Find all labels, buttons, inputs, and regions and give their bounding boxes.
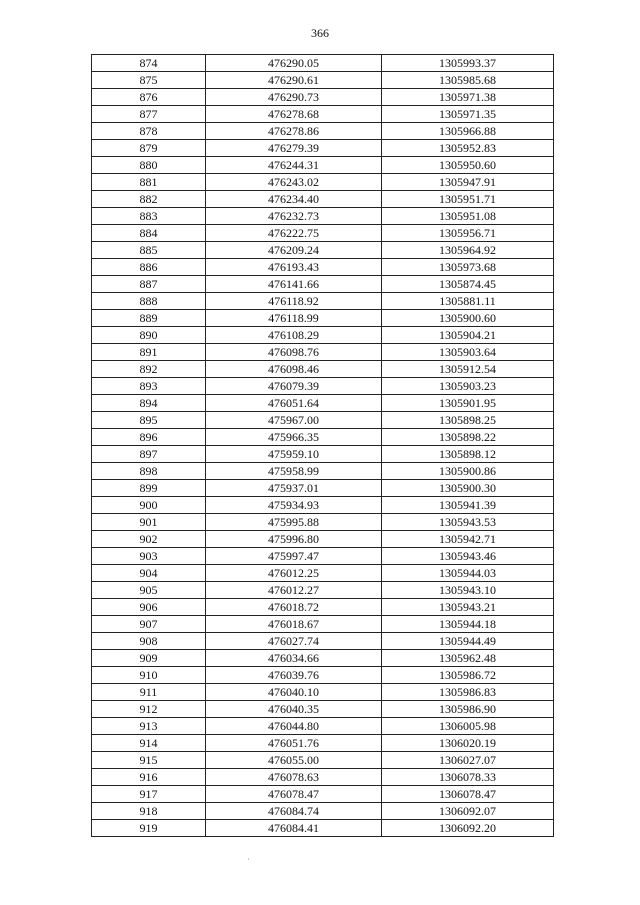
x-coordinate-cell: 476243.02 (206, 174, 382, 191)
y-coordinate-cell: 1305898.22 (382, 429, 554, 446)
table-body (92, 55, 554, 837)
point-number-cell: 906 (92, 599, 206, 616)
y-coordinate-cell: 1305874.45 (382, 276, 554, 293)
y-coordinate-cell: 1305900.86 (382, 463, 554, 480)
x-coordinate-cell: 476051.64 (206, 395, 382, 412)
table-row (92, 701, 554, 718)
x-coordinate-cell: 475959.10 (206, 446, 382, 463)
table-row (92, 565, 554, 582)
table-row (92, 395, 554, 412)
x-coordinate-cell: 476141.66 (206, 276, 382, 293)
y-coordinate-cell: 1305947.91 (382, 174, 554, 191)
y-coordinate-cell: 1305944.03 (382, 565, 554, 582)
x-coordinate-cell: 476018.72 (206, 599, 382, 616)
table-row (92, 55, 554, 72)
point-number-cell: 917 (92, 786, 206, 803)
x-coordinate-cell: 476084.41 (206, 820, 382, 837)
table-row (92, 208, 554, 225)
x-coordinate-cell: 476244.31 (206, 157, 382, 174)
x-coordinate-cell: 476034.66 (206, 650, 382, 667)
x-coordinate-cell: 476079.39 (206, 378, 382, 395)
y-coordinate-cell: 1305964.92 (382, 242, 554, 259)
y-coordinate-cell: 1305941.39 (382, 497, 554, 514)
point-number-cell: 898 (92, 463, 206, 480)
point-number-cell: 914 (92, 735, 206, 752)
point-number-cell: 886 (92, 259, 206, 276)
table-row (92, 684, 554, 701)
table-row (92, 191, 554, 208)
table-row (92, 157, 554, 174)
table-row (92, 769, 554, 786)
y-coordinate-cell: 1305912.54 (382, 361, 554, 378)
point-number-cell: 907 (92, 616, 206, 633)
table-row (92, 599, 554, 616)
point-number-cell: 890 (92, 327, 206, 344)
point-number-cell: 895 (92, 412, 206, 429)
x-coordinate-cell: 475996.80 (206, 531, 382, 548)
point-number-cell: 899 (92, 480, 206, 497)
y-coordinate-cell: 1305944.18 (382, 616, 554, 633)
x-coordinate-cell: 476209.24 (206, 242, 382, 259)
table-row (92, 667, 554, 684)
table-row (92, 361, 554, 378)
y-coordinate-cell: 1305973.68 (382, 259, 554, 276)
y-coordinate-cell: 1305943.46 (382, 548, 554, 565)
x-coordinate-cell: 475997.47 (206, 548, 382, 565)
y-coordinate-cell: 1306020.19 (382, 735, 554, 752)
y-coordinate-cell: 1305944.49 (382, 633, 554, 650)
y-coordinate-cell: 1305901.95 (382, 395, 554, 412)
x-coordinate-cell: 476108.29 (206, 327, 382, 344)
point-number-cell: 919 (92, 820, 206, 837)
x-coordinate-cell: 476118.99 (206, 310, 382, 327)
table-row (92, 820, 554, 837)
point-number-cell: 883 (92, 208, 206, 225)
x-coordinate-cell: 476290.61 (206, 72, 382, 89)
y-coordinate-cell: 1306078.33 (382, 769, 554, 786)
table-row (92, 378, 554, 395)
y-coordinate-cell: 1305943.21 (382, 599, 554, 616)
table-row (92, 531, 554, 548)
point-number-cell: 911 (92, 684, 206, 701)
x-coordinate-cell: 476118.92 (206, 293, 382, 310)
table-row (92, 463, 554, 480)
x-coordinate-cell: 476290.73 (206, 89, 382, 106)
y-coordinate-cell: 1305986.90 (382, 701, 554, 718)
y-coordinate-cell: 1305900.30 (382, 480, 554, 497)
x-coordinate-cell: 476278.86 (206, 123, 382, 140)
table-row (92, 344, 554, 361)
x-coordinate-cell: 476012.27 (206, 582, 382, 599)
table-row (92, 650, 554, 667)
y-coordinate-cell: 1306078.47 (382, 786, 554, 803)
table-row (92, 106, 554, 123)
table-row (92, 786, 554, 803)
table-row (92, 225, 554, 242)
table-row (92, 242, 554, 259)
y-coordinate-cell: 1305950.60 (382, 157, 554, 174)
y-coordinate-cell: 1306005.98 (382, 718, 554, 735)
y-coordinate-cell: 1305904.21 (382, 327, 554, 344)
x-coordinate-cell: 476098.46 (206, 361, 382, 378)
table-row (92, 803, 554, 820)
point-number-cell: 901 (92, 514, 206, 531)
x-coordinate-cell: 476012.25 (206, 565, 382, 582)
point-number-cell: 912 (92, 701, 206, 718)
table-row (92, 89, 554, 106)
point-number-cell: 893 (92, 378, 206, 395)
x-coordinate-cell: 476234.40 (206, 191, 382, 208)
point-number-cell: 878 (92, 123, 206, 140)
point-number-cell: 889 (92, 310, 206, 327)
point-number-cell: 902 (92, 531, 206, 548)
table-row (92, 123, 554, 140)
x-coordinate-cell: 476290.05 (206, 55, 382, 72)
table-row (92, 412, 554, 429)
y-coordinate-cell: 1306092.07 (382, 803, 554, 820)
x-coordinate-cell: 476232.73 (206, 208, 382, 225)
table-row (92, 718, 554, 735)
coordinates-table (91, 54, 554, 837)
table-row (92, 174, 554, 191)
x-coordinate-cell: 476018.67 (206, 616, 382, 633)
point-number-cell: 918 (92, 803, 206, 820)
point-number-cell: 915 (92, 752, 206, 769)
y-coordinate-cell: 1305951.08 (382, 208, 554, 225)
x-coordinate-cell: 475966.35 (206, 429, 382, 446)
x-coordinate-cell: 476078.47 (206, 786, 382, 803)
point-number-cell: 897 (92, 446, 206, 463)
y-coordinate-cell: 1305903.23 (382, 378, 554, 395)
point-number-cell: 882 (92, 191, 206, 208)
point-number-cell: 908 (92, 633, 206, 650)
point-number-cell: 894 (92, 395, 206, 412)
x-coordinate-cell: 475934.93 (206, 497, 382, 514)
y-coordinate-cell: 1305971.35 (382, 106, 554, 123)
y-coordinate-cell: 1305952.83 (382, 140, 554, 157)
table-row (92, 293, 554, 310)
point-number-cell: 896 (92, 429, 206, 446)
point-number-cell: 900 (92, 497, 206, 514)
x-coordinate-cell: 476222.75 (206, 225, 382, 242)
point-number-cell: 879 (92, 140, 206, 157)
point-number-cell: 903 (92, 548, 206, 565)
x-coordinate-cell: 476193.43 (206, 259, 382, 276)
y-coordinate-cell: 1305971.38 (382, 89, 554, 106)
x-coordinate-cell: 475937.01 (206, 480, 382, 497)
point-number-cell: 877 (92, 106, 206, 123)
table-row (92, 480, 554, 497)
table-row (92, 735, 554, 752)
table-row (92, 72, 554, 89)
y-coordinate-cell: 1306092.20 (382, 820, 554, 837)
point-number-cell: 909 (92, 650, 206, 667)
table-row (92, 310, 554, 327)
x-coordinate-cell: 476098.76 (206, 344, 382, 361)
point-number-cell: 904 (92, 565, 206, 582)
table-row (92, 327, 554, 344)
y-coordinate-cell: 1305985.68 (382, 72, 554, 89)
x-coordinate-cell: 475995.88 (206, 514, 382, 531)
y-coordinate-cell: 1305966.88 (382, 123, 554, 140)
y-coordinate-cell: 1306027.07 (382, 752, 554, 769)
point-number-cell: 881 (92, 174, 206, 191)
point-number-cell: 880 (92, 157, 206, 174)
x-coordinate-cell: 476044.80 (206, 718, 382, 735)
x-coordinate-cell: 476027.74 (206, 633, 382, 650)
y-coordinate-cell: 1305962.48 (382, 650, 554, 667)
y-coordinate-cell: 1305986.83 (382, 684, 554, 701)
point-number-cell: 892 (92, 361, 206, 378)
y-coordinate-cell: 1305881.11 (382, 293, 554, 310)
table-row (92, 582, 554, 599)
point-number-cell: 875 (92, 72, 206, 89)
y-coordinate-cell: 1305903.64 (382, 344, 554, 361)
point-number-cell: 885 (92, 242, 206, 259)
table-row (92, 259, 554, 276)
table-row (92, 514, 554, 531)
x-coordinate-cell: 476040.35 (206, 701, 382, 718)
table-row (92, 616, 554, 633)
y-coordinate-cell: 1305900.60 (382, 310, 554, 327)
point-number-cell: 891 (92, 344, 206, 361)
table-row (92, 429, 554, 446)
y-coordinate-cell: 1305993.37 (382, 55, 554, 72)
page-number: 366 (311, 26, 329, 40)
point-number-cell: 888 (92, 293, 206, 310)
point-number-cell: 876 (92, 89, 206, 106)
y-coordinate-cell: 1305951.71 (382, 191, 554, 208)
table-row (92, 446, 554, 463)
point-number-cell: 905 (92, 582, 206, 599)
table-row (92, 548, 554, 565)
x-coordinate-cell: 475958.99 (206, 463, 382, 480)
point-number-cell: 884 (92, 225, 206, 242)
y-coordinate-cell: 1305943.10 (382, 582, 554, 599)
x-coordinate-cell: 476040.10 (206, 684, 382, 701)
y-coordinate-cell: 1305898.25 (382, 412, 554, 429)
point-number-cell: 916 (92, 769, 206, 786)
table-row (92, 276, 554, 293)
x-coordinate-cell: 476039.76 (206, 667, 382, 684)
footer-mark: · (247, 855, 250, 864)
table-row (92, 140, 554, 157)
point-number-cell: 913 (92, 718, 206, 735)
table-row (92, 633, 554, 650)
x-coordinate-cell: 476278.68 (206, 106, 382, 123)
x-coordinate-cell: 475967.00 (206, 412, 382, 429)
y-coordinate-cell: 1305943.53 (382, 514, 554, 531)
x-coordinate-cell: 476279.39 (206, 140, 382, 157)
y-coordinate-cell: 1305942.71 (382, 531, 554, 548)
y-coordinate-cell: 1305898.12 (382, 446, 554, 463)
y-coordinate-cell: 1305956.71 (382, 225, 554, 242)
x-coordinate-cell: 476084.74 (206, 803, 382, 820)
x-coordinate-cell: 476055.00 (206, 752, 382, 769)
y-coordinate-cell: 1305986.72 (382, 667, 554, 684)
point-number-cell: 874 (92, 55, 206, 72)
x-coordinate-cell: 476051.76 (206, 735, 382, 752)
point-number-cell: 887 (92, 276, 206, 293)
x-coordinate-cell: 476078.63 (206, 769, 382, 786)
table-row (92, 752, 554, 769)
point-number-cell: 910 (92, 667, 206, 684)
table-row (92, 497, 554, 514)
